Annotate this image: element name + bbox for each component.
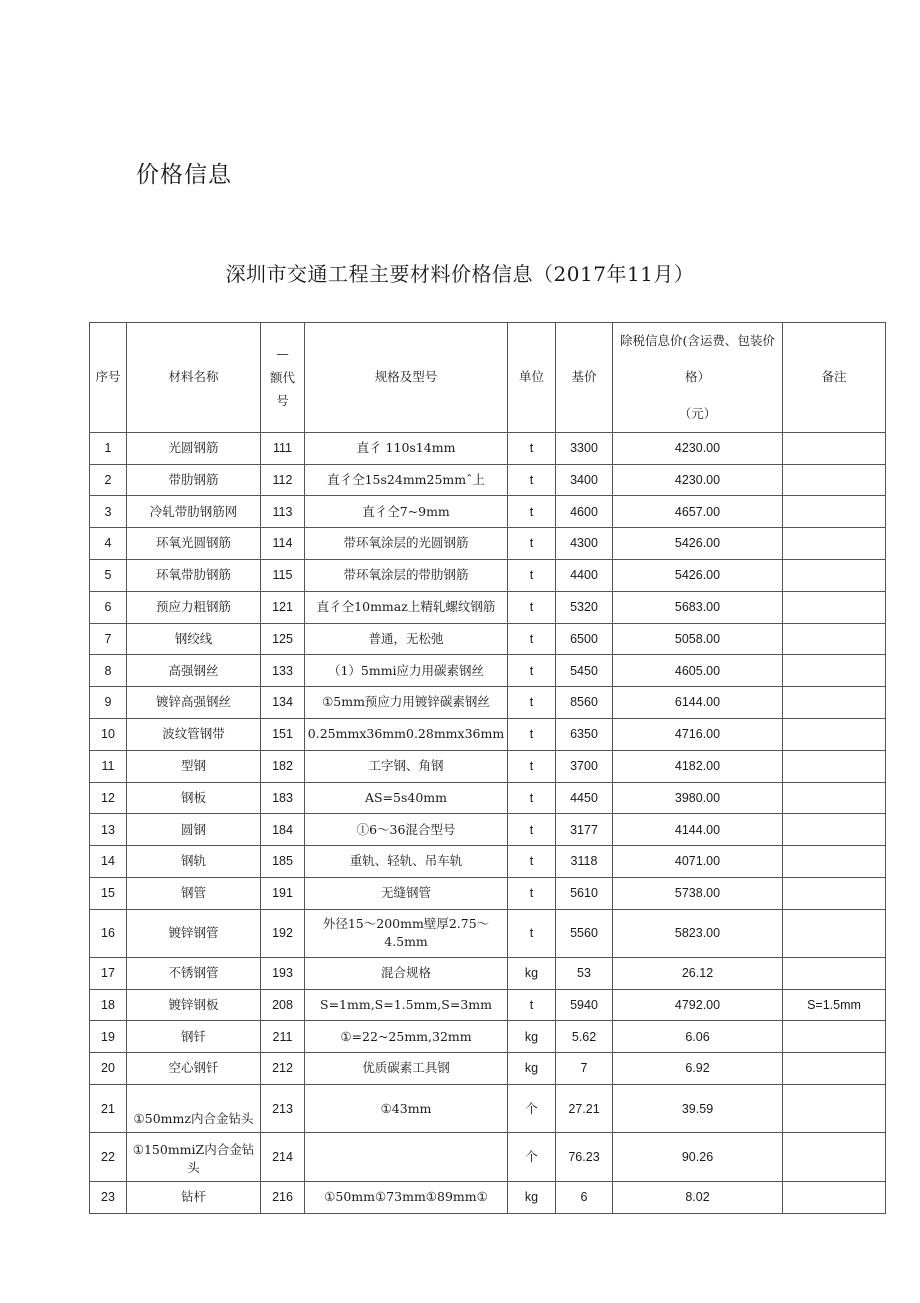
cell-base: 3177 bbox=[556, 814, 613, 846]
cell-price: 4605.00 bbox=[613, 655, 783, 687]
cell-spec: 重轨、轻轨、吊车轨 bbox=[305, 846, 508, 878]
header-code-line2: 额代 bbox=[269, 369, 295, 385]
cell-remark bbox=[783, 528, 886, 560]
cell-name: 钢绞线 bbox=[127, 623, 261, 655]
cell-price: 5823.00 bbox=[613, 909, 783, 957]
cell-name: 镀锌高强钢丝 bbox=[127, 687, 261, 719]
table-row bbox=[90, 559, 886, 591]
cell-code: 111 bbox=[261, 432, 305, 464]
cell-base: 6350 bbox=[556, 718, 613, 750]
cell-remark bbox=[783, 496, 886, 528]
cell-spec: ①43mm bbox=[305, 1084, 508, 1133]
cell-code: 191 bbox=[261, 877, 305, 909]
cell-unit: t bbox=[508, 782, 556, 814]
cell-code: 115 bbox=[261, 559, 305, 591]
cell-base: 4300 bbox=[556, 528, 613, 560]
cell-price: 5738.00 bbox=[613, 877, 783, 909]
cell-seq: 3 bbox=[90, 496, 127, 528]
cell-price: 39.59 bbox=[613, 1084, 783, 1133]
header-tax-price-line2: （元） bbox=[678, 405, 717, 421]
cell-remark bbox=[783, 432, 886, 464]
header-tax-price-line1: 除税信息价(含运费、包装价格） bbox=[620, 333, 775, 385]
table-row bbox=[90, 432, 886, 464]
cell-base: 3700 bbox=[556, 750, 613, 782]
cell-name: 带肋钢筋 bbox=[127, 464, 261, 496]
cell-code: 208 bbox=[261, 989, 305, 1021]
cell-code: 183 bbox=[261, 782, 305, 814]
cell-unit: kg bbox=[508, 1181, 556, 1213]
cell-spec: 混合规格 bbox=[305, 957, 508, 989]
cell-name: 钢轨 bbox=[127, 846, 261, 878]
cell-price: 5426.00 bbox=[613, 528, 783, 560]
header-unit: 单位 bbox=[508, 323, 556, 433]
header-remark: 备注 bbox=[783, 323, 886, 433]
cell-unit: 个 bbox=[508, 1133, 556, 1182]
cell-code: 134 bbox=[261, 687, 305, 719]
cell-spec: ①6～36混合型号 bbox=[305, 814, 508, 846]
cell-name: 环氧带肋钢筋 bbox=[127, 559, 261, 591]
cell-unit: t bbox=[508, 718, 556, 750]
cell-seq: 7 bbox=[90, 623, 127, 655]
cell-base: 6500 bbox=[556, 623, 613, 655]
cell-name: 光圆钢筋 bbox=[127, 432, 261, 464]
cell-remark bbox=[783, 877, 886, 909]
cell-seq: 23 bbox=[90, 1181, 127, 1213]
cell-price: 4792.00 bbox=[613, 989, 783, 1021]
cell-seq: 8 bbox=[90, 655, 127, 687]
cell-unit: t bbox=[508, 989, 556, 1021]
table-row bbox=[90, 528, 886, 560]
cell-base: 5610 bbox=[556, 877, 613, 909]
header-code bbox=[261, 323, 305, 433]
cell-unit: t bbox=[508, 496, 556, 528]
cell-remark: S=1.5mm bbox=[783, 989, 886, 1021]
cell-unit: t bbox=[508, 750, 556, 782]
cell-unit: t bbox=[508, 877, 556, 909]
cell-spec: 直彳 110s14mm bbox=[305, 432, 508, 464]
cell-base: 5940 bbox=[556, 989, 613, 1021]
cell-seq: 18 bbox=[90, 989, 127, 1021]
cell-unit: t bbox=[508, 655, 556, 687]
cell-base: 5560 bbox=[556, 909, 613, 957]
table-row bbox=[90, 496, 886, 528]
cell-name: 镀锌钢管 bbox=[127, 909, 261, 957]
table-row bbox=[90, 750, 886, 782]
cell-unit: t bbox=[508, 559, 556, 591]
cell-spec: ①50mm①73mm①89mm① bbox=[305, 1181, 508, 1213]
cell-name: 钢板 bbox=[127, 782, 261, 814]
table-row bbox=[90, 814, 886, 846]
cell-remark bbox=[783, 1133, 886, 1182]
cell-spec bbox=[305, 1133, 508, 1182]
cell-name: 型钢 bbox=[127, 750, 261, 782]
cell-price: 90.26 bbox=[613, 1133, 783, 1182]
cell-name: 不锈钢管 bbox=[127, 957, 261, 989]
cell-name: ①50mmz内合金钻头 bbox=[127, 1084, 261, 1133]
page-heading: 价格信息 bbox=[136, 162, 232, 188]
cell-seq: 19 bbox=[90, 1021, 127, 1053]
cell-spec: 直彳仝15s24mm25mmˆ上 bbox=[305, 464, 508, 496]
cell-name: 环氧光圆钢筋 bbox=[127, 528, 261, 560]
cell-seq: 6 bbox=[90, 591, 127, 623]
cell-price: 4071.00 bbox=[613, 846, 783, 878]
cell-seq: 11 bbox=[90, 750, 127, 782]
cell-code: 133 bbox=[261, 655, 305, 687]
cell-price: 4230.00 bbox=[613, 432, 783, 464]
cell-price: 4182.00 bbox=[613, 750, 783, 782]
cell-base: 27.21 bbox=[556, 1084, 613, 1133]
cell-remark bbox=[783, 591, 886, 623]
cell-unit: t bbox=[508, 591, 556, 623]
table-row bbox=[90, 1053, 886, 1085]
cell-seq: 22 bbox=[90, 1133, 127, 1182]
cell-spec: AS=5s40mm bbox=[305, 782, 508, 814]
header-name: 材料名称 bbox=[127, 323, 261, 433]
cell-base: 8560 bbox=[556, 687, 613, 719]
cell-price: 26.12 bbox=[613, 957, 783, 989]
cell-spec: 工字钢、角钢 bbox=[305, 750, 508, 782]
cell-seq: 1 bbox=[90, 432, 127, 464]
cell-unit: t bbox=[508, 623, 556, 655]
cell-spec: 优质碳素工具钢 bbox=[305, 1053, 508, 1085]
cell-seq: 17 bbox=[90, 957, 127, 989]
cell-base: 3118 bbox=[556, 846, 613, 878]
cell-name: 空心钢钎 bbox=[127, 1053, 261, 1085]
cell-price: 4657.00 bbox=[613, 496, 783, 528]
cell-seq: 9 bbox=[90, 687, 127, 719]
cell-remark bbox=[783, 655, 886, 687]
cell-name: 钢管 bbox=[127, 877, 261, 909]
table-row bbox=[90, 1181, 886, 1213]
table-row bbox=[90, 1021, 886, 1053]
cell-seq: 5 bbox=[90, 559, 127, 591]
cell-code: 213 bbox=[261, 1084, 305, 1133]
cell-code: 112 bbox=[261, 464, 305, 496]
cell-seq: 10 bbox=[90, 718, 127, 750]
cell-unit: kg bbox=[508, 1021, 556, 1053]
cell-price: 6.06 bbox=[613, 1021, 783, 1053]
cell-unit: t bbox=[508, 432, 556, 464]
cell-spec: 直彳仝10mmaz上精轧螺纹钢筋 bbox=[305, 591, 508, 623]
cell-remark bbox=[783, 559, 886, 591]
cell-spec: 带环氧涂层的光圆钢筋 bbox=[305, 528, 508, 560]
cell-price: 5058.00 bbox=[613, 623, 783, 655]
cell-remark bbox=[783, 464, 886, 496]
price-table bbox=[89, 322, 886, 1214]
cell-base: 3300 bbox=[556, 432, 613, 464]
cell-name: 波纹管钢带 bbox=[127, 718, 261, 750]
cell-remark bbox=[783, 1021, 886, 1053]
table-row bbox=[90, 687, 886, 719]
cell-price: 5426.00 bbox=[613, 559, 783, 591]
cell-price: 6.92 bbox=[613, 1053, 783, 1085]
cell-code: 121 bbox=[261, 591, 305, 623]
cell-remark bbox=[783, 1053, 886, 1085]
table-row bbox=[90, 1133, 886, 1182]
cell-seq: 12 bbox=[90, 782, 127, 814]
cell-base: 5.62 bbox=[556, 1021, 613, 1053]
cell-remark bbox=[783, 718, 886, 750]
cell-remark bbox=[783, 687, 886, 719]
table-row bbox=[90, 957, 886, 989]
cell-base: 4400 bbox=[556, 559, 613, 591]
cell-code: 113 bbox=[261, 496, 305, 528]
table-row bbox=[90, 1084, 886, 1133]
header-code-line3: 号 bbox=[276, 393, 289, 409]
cell-code: 193 bbox=[261, 957, 305, 989]
cell-base: 5450 bbox=[556, 655, 613, 687]
table-body bbox=[90, 432, 886, 1213]
cell-name: 钻杆 bbox=[127, 1181, 261, 1213]
cell-unit: t bbox=[508, 846, 556, 878]
cell-remark bbox=[783, 814, 886, 846]
cell-unit: kg bbox=[508, 957, 556, 989]
header-base-price: 基价 bbox=[556, 323, 613, 433]
cell-code: 216 bbox=[261, 1181, 305, 1213]
cell-seq: 16 bbox=[90, 909, 127, 957]
header-tax-price bbox=[613, 323, 783, 433]
cell-base: 6 bbox=[556, 1181, 613, 1213]
cell-price: 4144.00 bbox=[613, 814, 783, 846]
cell-spec: 直彳仝7~9mm bbox=[305, 496, 508, 528]
cell-remark bbox=[783, 782, 886, 814]
cell-seq: 13 bbox=[90, 814, 127, 846]
cell-base: 4600 bbox=[556, 496, 613, 528]
cell-name: 钢钎 bbox=[127, 1021, 261, 1053]
header-spec: 规格及型号 bbox=[305, 323, 508, 433]
cell-seq: 20 bbox=[90, 1053, 127, 1085]
cell-name: 预应力粗钢筋 bbox=[127, 591, 261, 623]
cell-code: 192 bbox=[261, 909, 305, 957]
cell-price: 3980.00 bbox=[613, 782, 783, 814]
cell-spec: 带环氧涂层的带肋钢筋 bbox=[305, 559, 508, 591]
cell-code: 185 bbox=[261, 846, 305, 878]
cell-spec: ①5mm预应力用镀锌碳素钢丝 bbox=[305, 687, 508, 719]
cell-price: 4230.00 bbox=[613, 464, 783, 496]
cell-name: 高强钢丝 bbox=[127, 655, 261, 687]
table-row bbox=[90, 591, 886, 623]
cell-seq: 2 bbox=[90, 464, 127, 496]
cell-code: 214 bbox=[261, 1133, 305, 1182]
table-header bbox=[90, 323, 886, 433]
table-row bbox=[90, 846, 886, 878]
cell-base: 76.23 bbox=[556, 1133, 613, 1182]
cell-seq: 4 bbox=[90, 528, 127, 560]
cell-seq: 21 bbox=[90, 1084, 127, 1133]
header-seq: 序号 bbox=[90, 323, 127, 433]
cell-name: ①150mmiZ内合金钻头 bbox=[127, 1133, 261, 1182]
cell-name: 圆钢 bbox=[127, 814, 261, 846]
cell-code: 151 bbox=[261, 718, 305, 750]
cell-seq: 14 bbox=[90, 846, 127, 878]
cell-base: 53 bbox=[556, 957, 613, 989]
cell-unit: t bbox=[508, 464, 556, 496]
cell-code: 211 bbox=[261, 1021, 305, 1053]
cell-unit: t bbox=[508, 528, 556, 560]
cell-price: 6144.00 bbox=[613, 687, 783, 719]
cell-spec: 普通，无松弛 bbox=[305, 623, 508, 655]
cell-base: 7 bbox=[556, 1053, 613, 1085]
cell-price: 8.02 bbox=[613, 1181, 783, 1213]
cell-remark bbox=[783, 750, 886, 782]
cell-seq: 15 bbox=[90, 877, 127, 909]
cell-unit: t bbox=[508, 909, 556, 957]
table-row bbox=[90, 655, 886, 687]
cell-code: 184 bbox=[261, 814, 305, 846]
cell-code: 114 bbox=[261, 528, 305, 560]
cell-price: 4716.00 bbox=[613, 718, 783, 750]
table-row bbox=[90, 782, 886, 814]
cell-remark bbox=[783, 846, 886, 878]
cell-unit: 个 bbox=[508, 1084, 556, 1133]
cell-unit: t bbox=[508, 814, 556, 846]
table-row bbox=[90, 909, 886, 957]
table-row bbox=[90, 877, 886, 909]
cell-remark bbox=[783, 1181, 886, 1213]
cell-remark bbox=[783, 1084, 886, 1133]
table-row bbox=[90, 718, 886, 750]
cell-spec: S=1mm,S=1.5mm,S=3mm bbox=[305, 989, 508, 1021]
cell-spec: 0.25mmx36mm0.28mmx36mm bbox=[305, 718, 508, 750]
cell-spec: 外径15～200mm壁厚2.75～4.5mm bbox=[305, 909, 508, 957]
table-row bbox=[90, 989, 886, 1021]
cell-code: 125 bbox=[261, 623, 305, 655]
cell-base: 3400 bbox=[556, 464, 613, 496]
document-title: 深圳市交通工程主要材料价格信息（2017年11月） bbox=[225, 262, 695, 286]
cell-spec: ①=22~25mm,32mm bbox=[305, 1021, 508, 1053]
cell-unit: kg bbox=[508, 1053, 556, 1085]
cell-code: 212 bbox=[261, 1053, 305, 1085]
header-code-line1: — bbox=[276, 345, 289, 361]
table-row bbox=[90, 464, 886, 496]
cell-name: 镀锌钢板 bbox=[127, 989, 261, 1021]
cell-remark bbox=[783, 623, 886, 655]
cell-price: 5683.00 bbox=[613, 591, 783, 623]
cell-remark bbox=[783, 957, 886, 989]
table-row bbox=[90, 623, 886, 655]
cell-remark bbox=[783, 909, 886, 957]
cell-spec: （1）5mmi应力用碳素钢丝 bbox=[305, 655, 508, 687]
cell-name: 冷轧带肋钢筋网 bbox=[127, 496, 261, 528]
cell-spec: 无缝钢管 bbox=[305, 877, 508, 909]
cell-base: 4450 bbox=[556, 782, 613, 814]
cell-code: 182 bbox=[261, 750, 305, 782]
cell-unit: t bbox=[508, 687, 556, 719]
cell-base: 5320 bbox=[556, 591, 613, 623]
